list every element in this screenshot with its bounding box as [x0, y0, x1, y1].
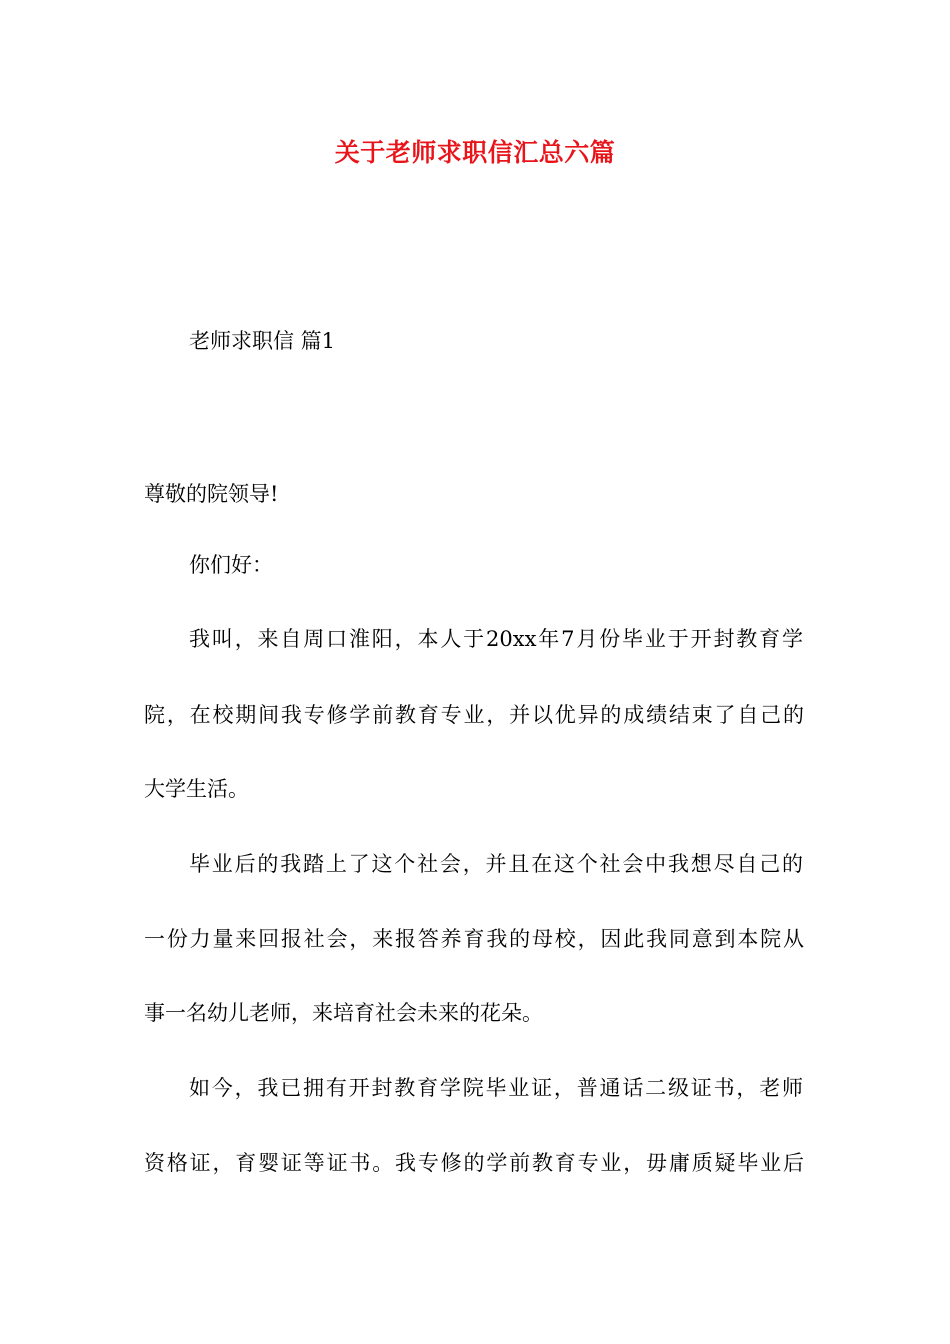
paragraph-2-line-2: 一份力量来回报社会，来报答养育我的母校，因此我同意到本院从: [144, 927, 804, 951]
salutation: 尊敬的院领导!: [144, 482, 279, 506]
paragraph-3-line-2: 资格证，育婴证等证书。我专修的学前教育专业，毋庸质疑毕业后: [144, 1151, 804, 1175]
document-title: 关于老师求职信汇总六篇: [334, 138, 616, 167]
paragraph-1-line-1: 我叫，来自周口淮阳，本人于20xx年7月份毕业于开封教育学: [189, 627, 803, 651]
greeting: 你们好：: [189, 553, 273, 577]
paragraph-2-line-3: 事一名幼儿老师，来培育社会未来的花朵。: [144, 1001, 543, 1025]
paragraph-2-line-1: 毕业后的我踏上了这个社会，并且在这个社会中我想尽自己的: [189, 852, 803, 876]
paragraph-1-line-2: 院，在校期间我专修学前教育专业，并以优异的成绩结束了自己的: [144, 703, 804, 727]
section-heading: 老师求职信 篇1: [189, 329, 336, 353]
paragraph-3-line-1: 如今，我已拥有开封教育学院毕业证，普通话二级证书，老师: [189, 1076, 803, 1100]
paragraph-1-line-3: 大学生活。: [144, 777, 249, 801]
